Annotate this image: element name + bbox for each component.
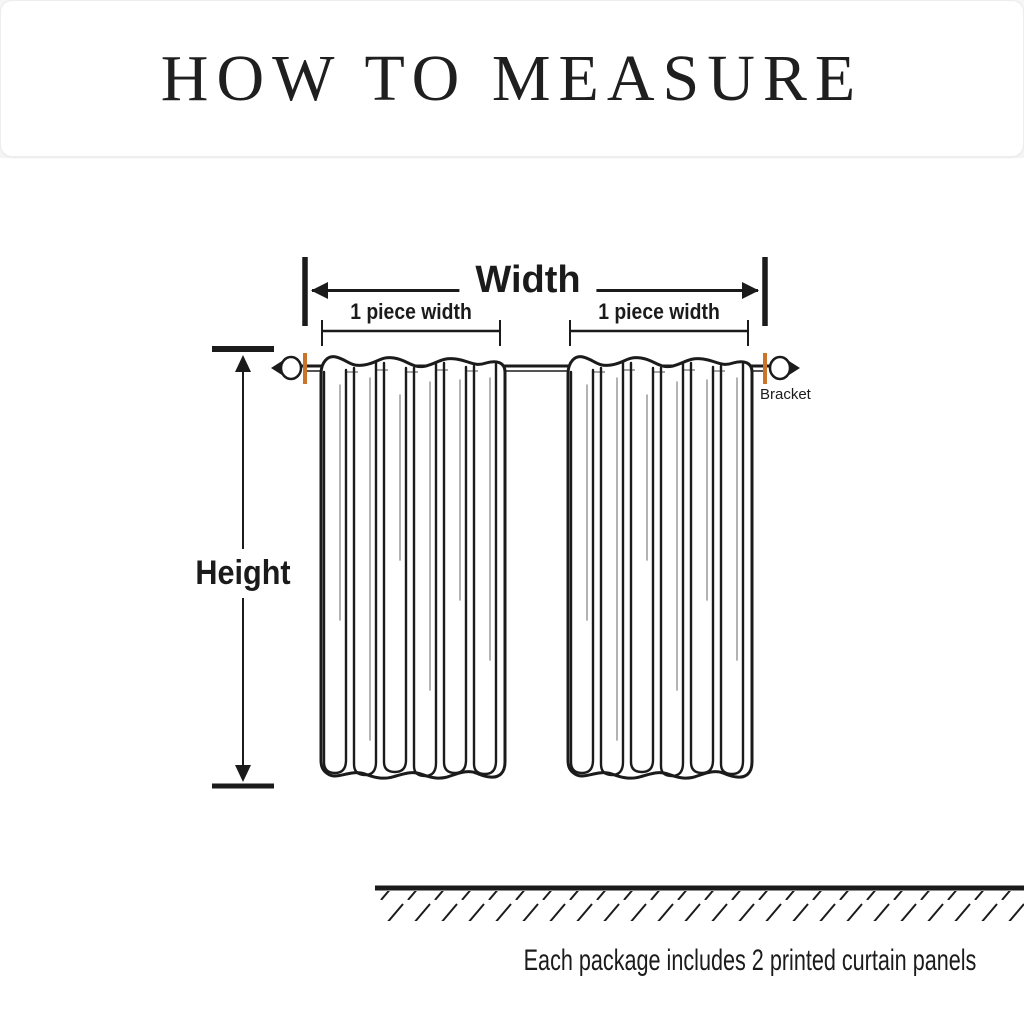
rod-finial-left-icon <box>271 357 301 379</box>
width-arrow-left-icon <box>311 282 328 299</box>
rod-finial-right-icon <box>770 357 800 379</box>
curtain-panel-right <box>568 357 752 778</box>
height-arrow-down-icon <box>235 765 251 782</box>
bracket-label: Bracket <box>760 386 811 403</box>
floor-hatching <box>377 891 1024 921</box>
height-arrow-up-icon <box>235 355 251 372</box>
floor-line <box>375 888 1024 921</box>
piece-width-label-left: 1 piece width <box>350 299 472 324</box>
height-label: Height <box>188 549 298 598</box>
curtain-panel-left <box>321 357 505 778</box>
piece-width-label-right: 1 piece width <box>598 299 720 324</box>
width-arrow-right-icon <box>742 282 759 299</box>
package-caption: Each package includes 2 printed curtain panels <box>523 944 977 977</box>
width-label: Width <box>459 258 596 304</box>
page-title: HOW TO MEASURE <box>160 41 864 115</box>
